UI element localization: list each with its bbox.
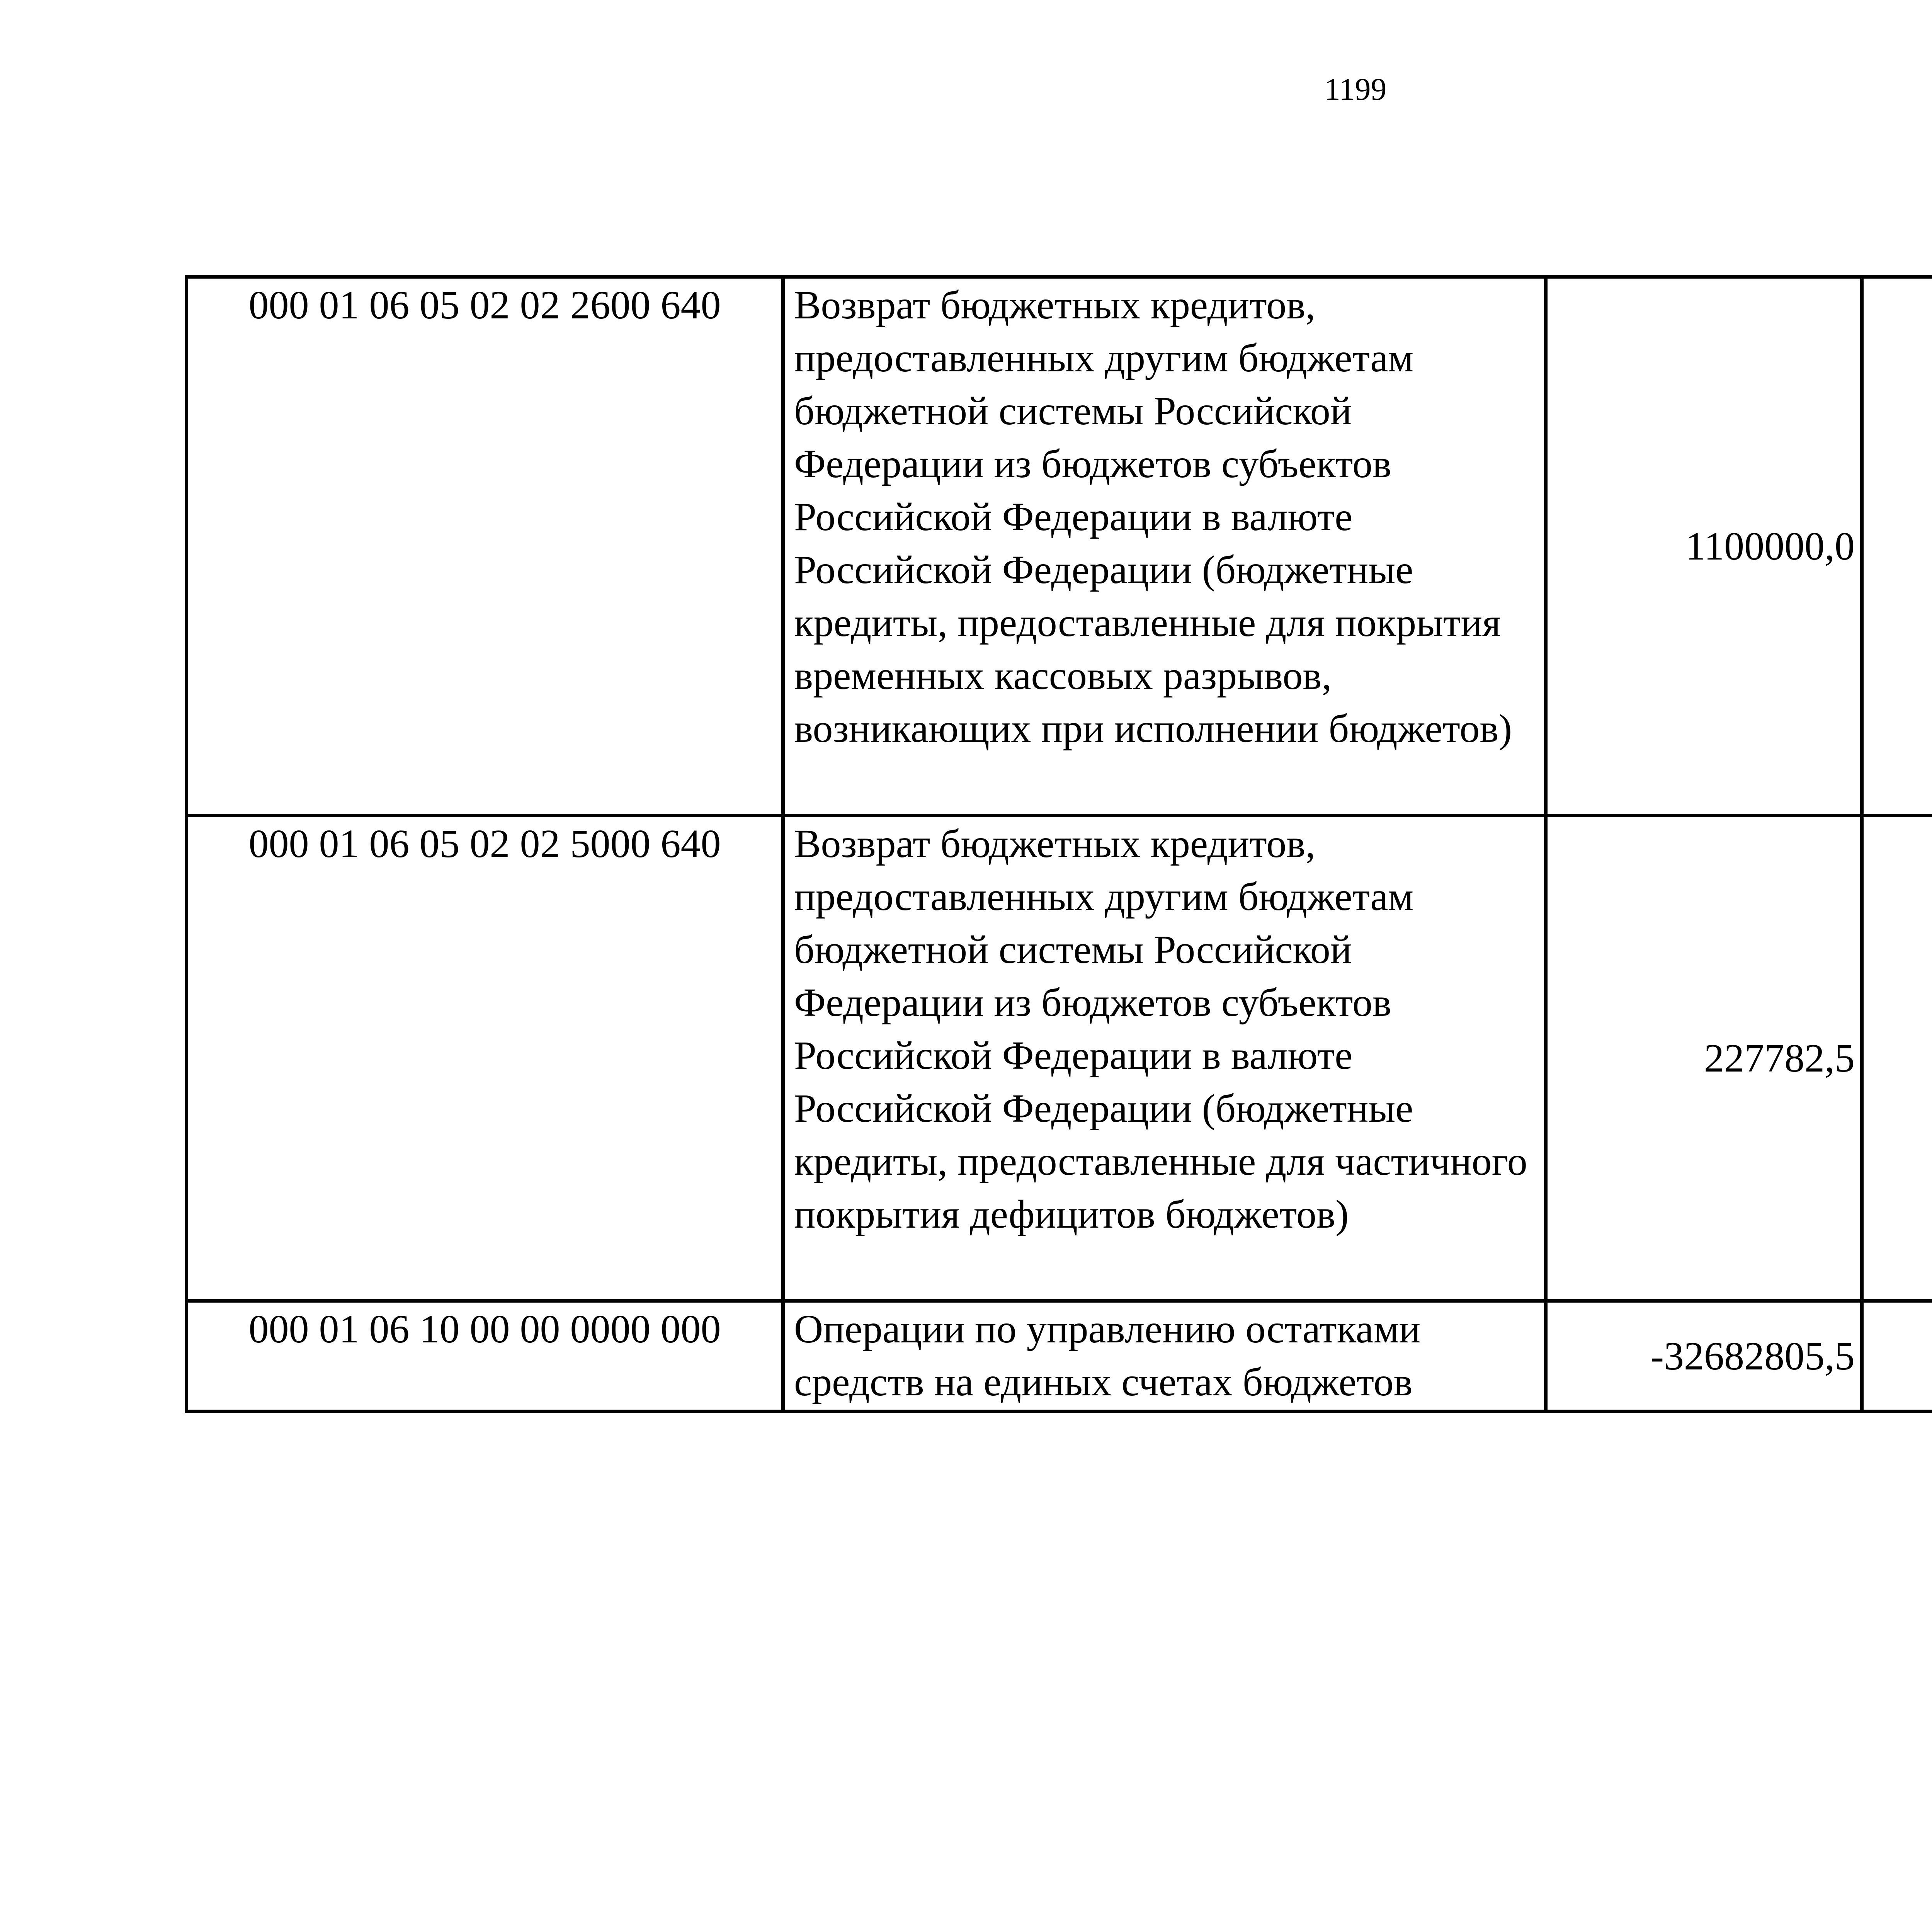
amount-column-1: 227782,5 (1546, 816, 1862, 1301)
budget-sources-table (185, 275, 1932, 1413)
amount-column-2 (1862, 1301, 1932, 1412)
amount-column-2 (1862, 277, 1932, 816)
budget-classification-code: 000 01 06 05 02 02 2600 640 (187, 277, 783, 816)
row-description: Возврат бюджетных кредитов, предоставленных другим бюджетам бюджетной системы Российской Федерации из бюджетов субъектов Российской Федерации в валюте Российской Федерации (бюджетные кредиты, предоставленные для покрытия временных кассовых разрывов, возникающих при исполнении бюджетов) (783, 277, 1546, 816)
table-row (187, 1301, 1932, 1412)
table-row (187, 277, 1932, 816)
amount-column-1: -32682805,5 (1546, 1301, 1862, 1412)
page-number: 1199 (1324, 71, 1387, 107)
budget-classification-code: 000 01 06 10 00 00 0000 000 (187, 1301, 783, 1412)
amount-column-1: 1100000,0 (1546, 277, 1862, 816)
row-description: Операции по управлению остатками средств на единых счетах бюджетов (783, 1301, 1546, 1412)
table-row (187, 816, 1932, 1301)
budget-classification-code: 000 01 06 05 02 02 5000 640 (187, 816, 783, 1301)
row-description: Возврат бюджетных кредитов, предоставленных другим бюджетам бюджетной системы Российской Федерации из бюджетов субъектов Российской Федерации в валюте Российской Федерации (бюджетные кредиты, предоставленные для частичного покрытия дефицитов бюджетов) (783, 816, 1546, 1301)
amount-column-2 (1862, 816, 1932, 1301)
